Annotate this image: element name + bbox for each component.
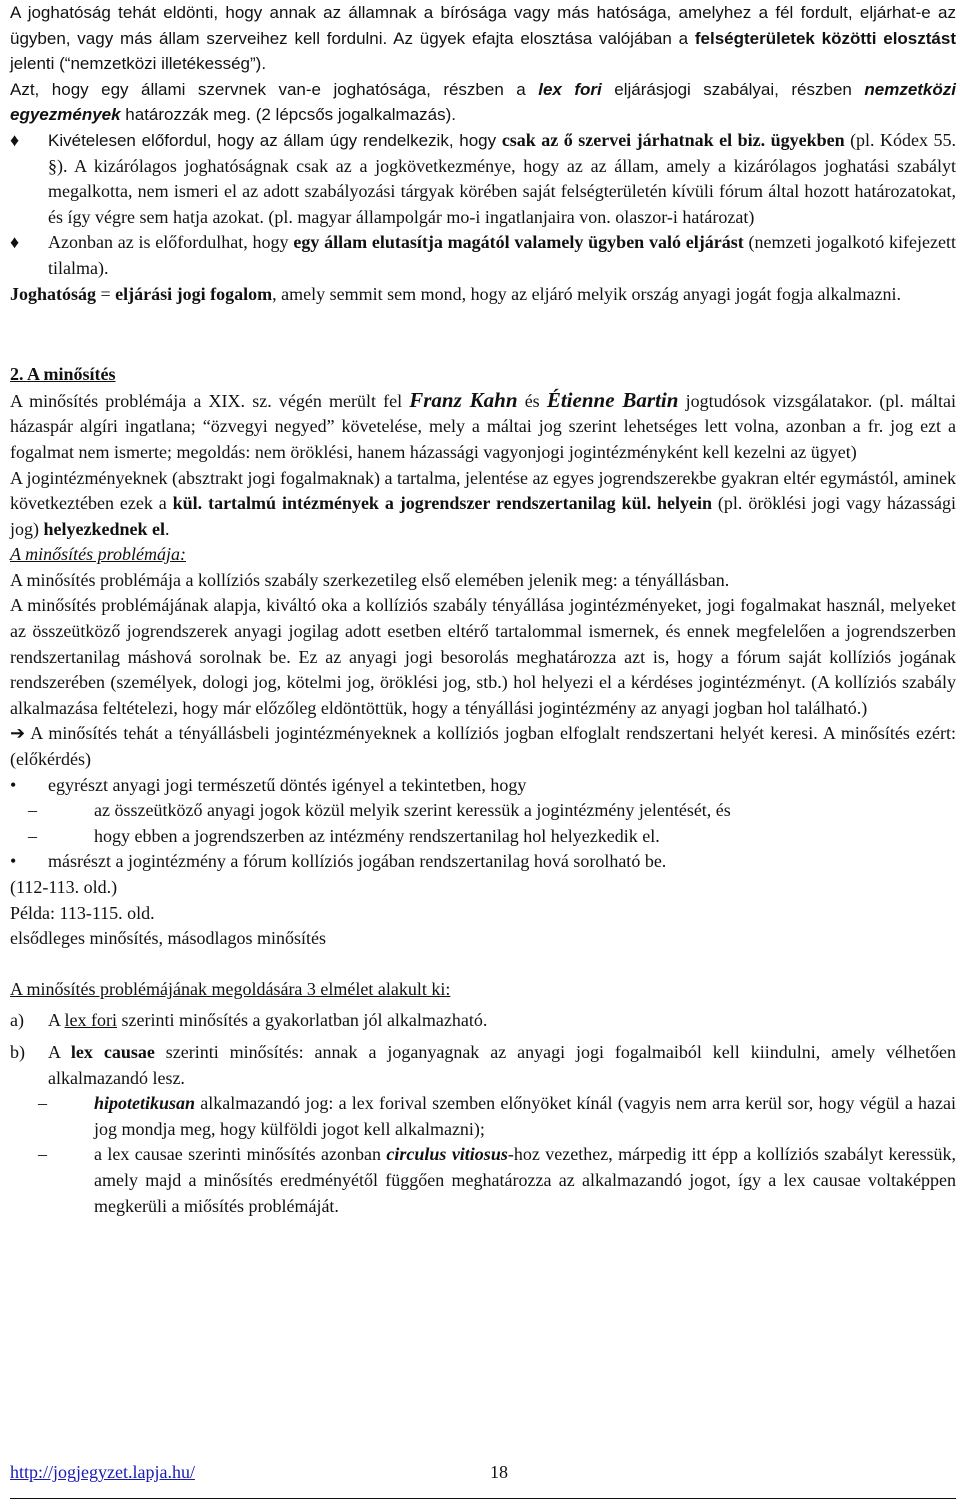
list-marker: a): [10, 1010, 24, 1031]
document-body: [10, 0, 956, 1219]
bold-text: csak az ő szervei járhatnak el biz. ügyekben: [501, 129, 845, 150]
person-name: Franz Kahn: [409, 387, 518, 412]
text: (pl. öröklési jogi vagy házassági jog): [10, 493, 956, 539]
bullet-item-refusal: [10, 230, 956, 281]
text: határozzák meg. (2 lépcsős jogalkalmazás).: [120, 105, 457, 125]
text: Azt, hogy egy állami szervnek van-e joghatósága, részben a: [10, 79, 539, 99]
page-number: 18: [490, 1462, 508, 1482]
bold-text: kül. tartalmú intézmények a jogrendszer rendszertanilag kül. helyein: [172, 493, 712, 514]
page-reference: (112-113. old.): [10, 877, 118, 897]
footer-link[interactable]: http://jogjegyzet.lapja.hu/: [10, 1462, 195, 1482]
text: Azonban az is előfordulhat, hogy: [48, 232, 294, 253]
bold-text: lex causae: [70, 1041, 155, 1062]
sub-heading-problem: A minősítés problémája:: [10, 544, 186, 565]
text: jogtudósok vizsgálatakor. (pl. máltai házaspár algíri ingatlana; “özvegyi negyed” követelése, mely a máltai jog szerint lehetséges lett volna, azonban a fr. jog ezt a fogalmat nem ismerte; megoldás: nem öröklési, hanem házassági vagyonjogi jogintézményként kell kezelni az ügyet): [10, 390, 956, 462]
bold-italic-text: circulus vitiosus: [386, 1144, 508, 1165]
paragraph-conclusion: [10, 721, 956, 772]
text: másrészt a jogintézmény a fórum kollíziós jogában rendszertanilag hová sorolható be.: [48, 851, 667, 872]
footer-rule: [10, 1498, 956, 1499]
text: szerinti minősítés: annak a joganyagnak az anyagi jogi fogalmaiból kell kiindulni, amely vélhetően alkalmazandó lesz.: [48, 1041, 956, 1088]
bold-text: Joghatóság: [10, 283, 97, 304]
text: A joghatóság tehát eldönti, hogy annak az államnak a bírósága vagy más hatósága, amelyhez a fél fordult, eljárhat-e az ügyben, vagy más állam szerveihez kell fordulni. Az ügyek efajta elosztása valójában a: [10, 3, 956, 48]
sub-heading-theories: A minősítés problémájának megoldására 3 elmélet alakult ki:: [10, 978, 451, 999]
diamond-bullet-icon: ♦: [10, 232, 20, 253]
text: (nemzeti jogalkotó kifejezett tilalma).: [48, 232, 956, 278]
text: =: [96, 283, 116, 304]
text: a lex causae szerinti minősítés azonban: [94, 1144, 387, 1165]
text: jelenti (“nemzetközi illetékesség”).: [10, 54, 267, 74]
dot-bullet-icon: •: [10, 774, 17, 795]
text: .: [165, 518, 170, 539]
paragraph-jurisdiction: [10, 0, 956, 77]
bold-text: eljárási jogi fogalom: [115, 283, 273, 304]
theory-item-a: [10, 1008, 956, 1034]
bold-text: helyezkednek el: [43, 518, 165, 539]
text: , amely semmit sem mond, hogy az eljáró melyik ország anyagi jogát fogja alkalmazni.: [272, 283, 901, 304]
bold-text: egy állam elutasítja magától valamely ügyben való eljárást: [293, 232, 744, 253]
paragraph-lex-fori: [10, 77, 956, 128]
text: -hoz vezethez, márpedig itt épp a kollíziós szabályt keressük, amely majd a minősítés eredményétől függően meghatározza az alkalmazandó jogot, így a lex causae voltaképpen megkerüli a miősítés problémáját.: [94, 1144, 957, 1216]
dash-bullet-icon: –: [28, 800, 37, 821]
list-item-dash: [28, 824, 956, 850]
page-footer: [10, 1462, 956, 1502]
person-name: Étienne Bartin: [546, 387, 679, 412]
text: (pl. Kódex 55. §). A kizárólagos joghatóságnak csak az a jogkövetkezménye, hogy az az állam, amely a kizárólagos joghatási szabályt megalkotta, nem ismeri el az adott szabályozási tárgyak körében saját felségterületén kívüli fórum által hozott határozatokat, és így végre sem hatja azokat. (pl. magyar állampolgár mo-i ingatlanjaira von. olaszor-i határozat): [48, 129, 956, 227]
dash-bullet-icon: –: [38, 1093, 47, 1114]
list-marker: b): [10, 1041, 25, 1062]
list-item-dash: [28, 798, 956, 824]
paragraph-problem-1: A minősítés problémája a kollíziós szabály szerkezetileg első elemében jelenik meg: a tényállásban.: [10, 569, 730, 590]
text: A minősítés tehát a tényállásbeli jogintézményeknek a kollíziós jogban elfoglalt rendszertani helyét keresi. A minősítés ezért: (előkérdés): [10, 723, 956, 770]
dot-bullet-icon: •: [10, 851, 17, 872]
text: egyrészt anyagi jogi természetű döntés igényel a tekintetben, hogy: [48, 774, 527, 795]
text: az összeütköző anyagi jogok közül melyik szerint keressük a jogintézmény jelentését, és: [94, 800, 731, 821]
list-item-dot: [10, 773, 956, 799]
arrow-right-icon: ➔: [10, 723, 26, 744]
qualification-types: elsődleges minősítés, másodlagos minősítés: [10, 928, 326, 949]
underlined-text: lex fori: [64, 1010, 117, 1031]
bold-text: felségterületek közötti elosztást: [694, 28, 956, 48]
text: A: [48, 1010, 65, 1031]
text: hogy ebben a jogrendszerben az intézmény rendszertanilag hol helyezkedik el.: [94, 825, 660, 846]
bold-italic-text: lex fori: [538, 79, 602, 99]
bold-italic-text: nemzetközi egyezmények: [10, 79, 956, 125]
bullet-item-exclusive: [10, 128, 956, 230]
theory-b-dash-item: [10, 1142, 956, 1219]
paragraph-definition: [10, 282, 956, 308]
diamond-bullet-icon: ♦: [10, 129, 20, 150]
text: A: [48, 1041, 71, 1062]
text: és: [517, 390, 547, 411]
text: A minősítés problémája a XIX. sz. végén merült fel: [10, 390, 410, 411]
theory-b-dash-item: [10, 1091, 956, 1142]
text: szerinti minősítés a gyakorlatban jól alkalmazható.: [117, 1010, 488, 1031]
section-heading: 2. A minősítés: [10, 364, 116, 385]
list-item-dot: [10, 849, 956, 875]
example-reference: Példa: 113-115. old.: [10, 902, 155, 923]
text: eljárásjogi szabályai, részben: [601, 79, 865, 99]
text: Kivételesen előfordul, hogy az állam úgy rendelkezik, hogy: [48, 130, 502, 150]
spacer: [10, 952, 956, 977]
theory-item-b: [10, 1040, 956, 1091]
paragraph-history: [10, 388, 956, 466]
spacer: [10, 307, 956, 362]
text: A jogintézményeknek (absztrakt jogi fogalmaknak) a tartalma, jelentése az egyes jogrendszerekbe gyakran eltér egymástól, aminek következtében ezek a: [10, 467, 956, 514]
bold-italic-text: hipotetikusan: [94, 1093, 196, 1114]
text: alkalmazandó jog: a lex forival szemben előnyöket kínál (vagyis nem arra kerül sor, hogy végül a hazai jog mondja meg, hogy külföldi jogot kell alkalmazni);: [94, 1093, 956, 1139]
dash-bullet-icon: –: [38, 1144, 47, 1165]
paragraph-institutions: [10, 466, 956, 543]
dash-bullet-icon: –: [28, 825, 37, 846]
paragraph-problem-2: A minősítés problémájának alapja, kiváltó oka a kollíziós szabály tényállása jogintézményeket, jogi fogalmakat használ, melyeket az összeütköző jogrendszerek anyagi jogilag adott esetben eltérő tartalommal ismernek, és ennek megfelelően a jogrendszerben rendszertanilag máshová sorolnak be. Ez az anyagi jogi besorolás meghatározza azt is, hogy a fórum saját kollíziós jogának rendszerében (személyek, dologi jog, kötelmi jog, öröklési jog, stb.) hol helyezi el a kérdéses jogintézményt. (A kollíziós szabály alkalmazása feltételezi, hogy már előzőleg eldöntöttük, hogy a tényállási jogintézmény az anyagi jogban hol található.): [10, 595, 956, 718]
